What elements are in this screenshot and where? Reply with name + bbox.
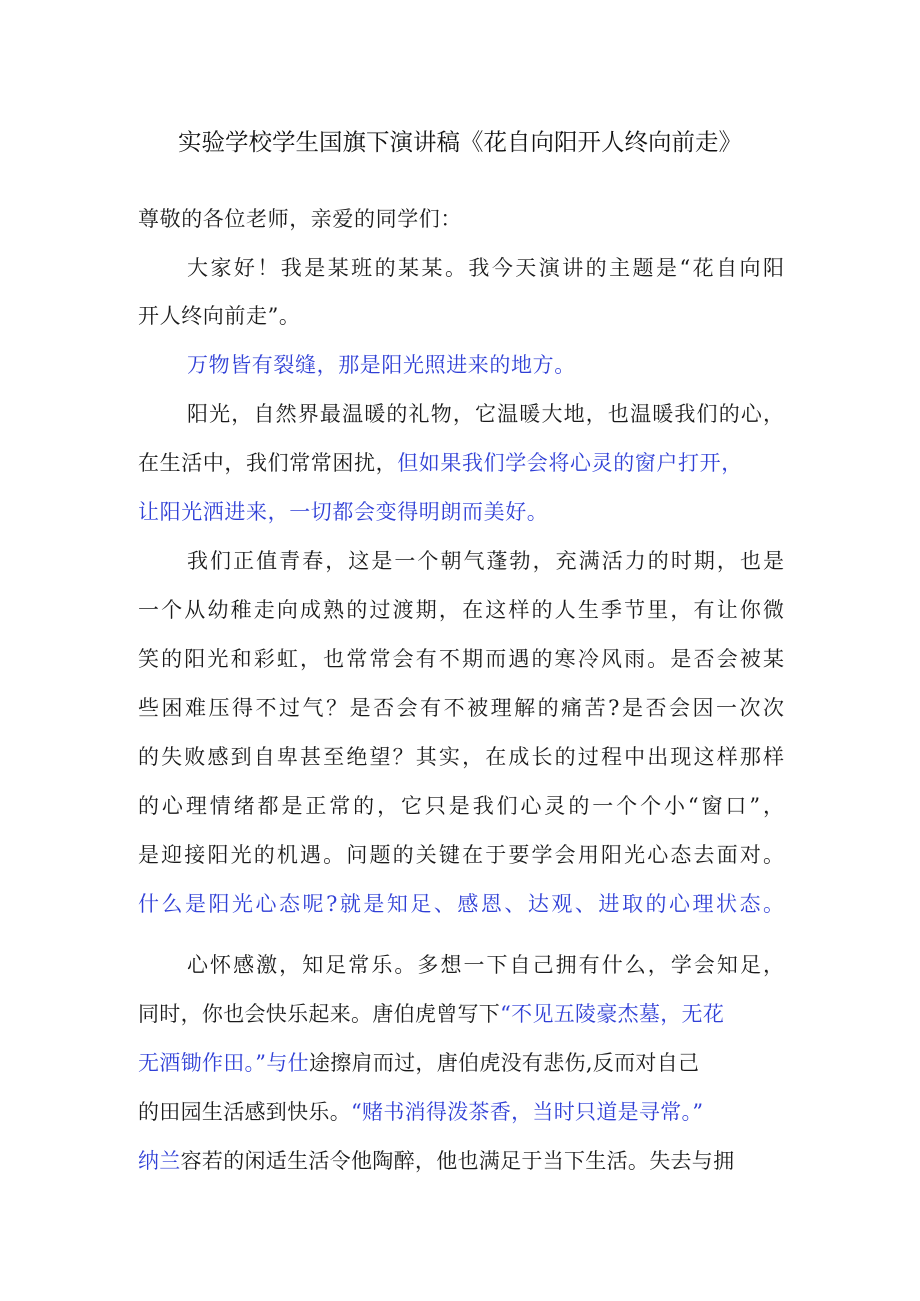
highlight-segment: 纳兰 [138,1149,181,1173]
paragraph-line: 些困难压得不过气？是否会有不被理解的痛苦?是否会因一次次 [138,696,784,720]
highlight-line: 让阳光洒进来，一切都会变得明朗而美好。 [138,500,549,524]
paragraph-line [138,1143,734,1179]
highlight-segment: “不见五陵豪杰墓，无花 [500,1002,725,1026]
highlight-segment: 但如果我们学会将心灵的窗户打开， [397,451,743,475]
paragraph-line [138,996,724,1032]
paragraph-line [138,445,743,481]
paragraph-line [138,1094,703,1130]
text-segment: 容若的闲适生活令他陶醉，他也满足于当下生活。失去与拥 [180,1149,735,1173]
paragraph-line: 是迎接阳光的机遇。问题的关键在于要学会用阳光心态去面对。 [138,843,784,867]
highlight-segment: 无酒锄作田。”与仕 [138,1051,309,1075]
paragraph-line: 我们正值青春，这是一个朝气蓬勃，充满活力的时期，也是 [187,549,784,573]
text-segment: 途擦肩而过，唐伯虎没有悲伤,反而对自己 [308,1051,700,1075]
paragraph-line: 大家好！我是某班的某某。我今天演讲的主题是“花自向阳 [187,256,784,280]
highlight-line: 什么是阳光心态呢?就是知足、感恩、达观、进取的心理状态。 [138,892,784,916]
text-segment: 的田园生活感到快乐。 [138,1100,351,1124]
paragraph-line: 的失败感到自卑甚至绝望？其实，在成长的过程中出现这样那样 [138,745,784,769]
paragraph-line: 一个从幼稚走向成熟的过渡期，在这样的人生季节里，有让你微 [138,598,784,622]
greeting: 尊敬的各位老师，亲爱的同学们： [138,207,462,231]
paragraph-line [138,1045,699,1081]
paragraph-line: 心怀感激，知足常乐。多想一下自己拥有什么，学会知足， [187,953,784,977]
document-title: 实验学校学生国旗下演讲稿《花自向阳开人终向前走》 [178,128,742,156]
paragraph-line: 笑的阳光和彩虹，也常常会有不期而遇的寒冷风雨。是否会被某 [138,647,784,671]
text-segment: 在生活中，我们常常困扰， [138,451,398,475]
paragraph-line: 开人终向前走”。 [138,304,301,328]
highlight-segment: “赌书消得泼茶香，当时只道是寻常。” [351,1100,704,1124]
text-segment: 同时，你也会快乐起来。唐伯虎曾写下 [138,1002,501,1026]
paragraph-line: 阳光，自然界最温暖的礼物，它温暖大地，也温暖我们的心， [187,402,784,426]
paragraph-line: 的心理情绪都是正常的，它只是我们心灵的一个个小“窗口”， [138,794,784,818]
highlight-quote: 万物皆有裂缝，那是阳光照进来的地方。 [187,353,576,377]
